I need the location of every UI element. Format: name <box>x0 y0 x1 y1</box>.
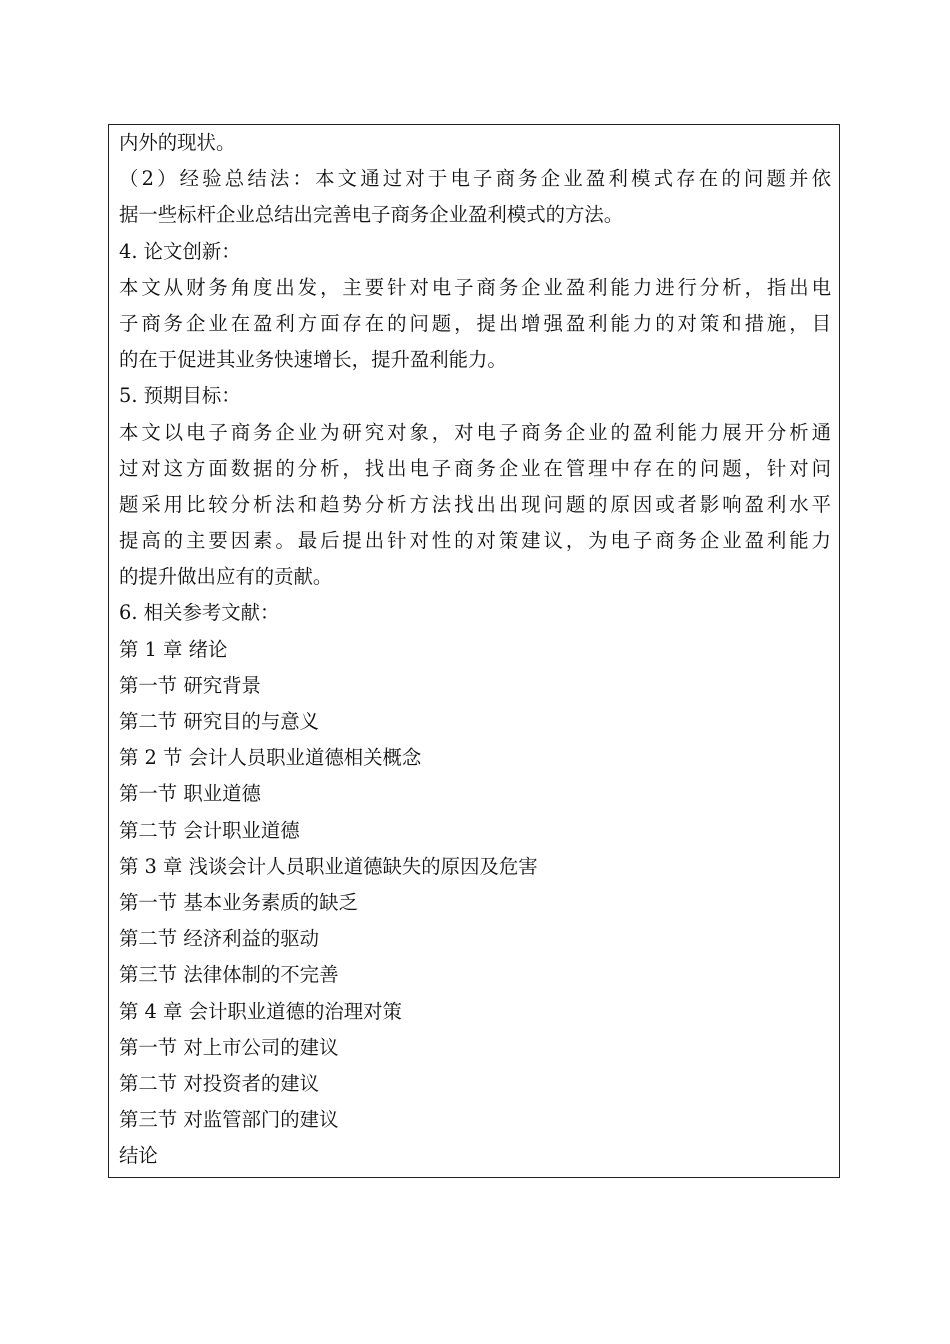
reference-item: 第一节 基本业务素质的缺乏 <box>119 890 358 914</box>
section-heading: 4. 论文创新： <box>119 239 241 263</box>
text-line: 过对这方面数据的分析，找出电子商务企业在管理中存在的问题，针对问 <box>119 456 831 480</box>
reference-item: 第二节 对投资者的建议 <box>119 1071 320 1095</box>
reference-item: 第二节 研究目的与意义 <box>119 710 320 733</box>
reference-item: 第 1 章 绪论 <box>119 637 228 661</box>
reference-item: 第 4 章 会计职业道德的治理对策 <box>119 999 402 1023</box>
section-heading: 6. 相关参考文献： <box>119 601 280 625</box>
text-line: 本文从财务角度出发，主要针对电子商务企业盈利能力进行分析，指出电 <box>119 275 831 299</box>
reference-item: 第二节 经济利益的驱动 <box>119 927 320 951</box>
text-line: 的在于促进其业务快速增长，提升盈利能力。 <box>119 348 507 372</box>
document-content <box>119 125 831 1174</box>
reference-item: 结论 <box>119 1144 158 1168</box>
reference-item: 第一节 对上市公司的建议 <box>119 1035 339 1059</box>
text-line: 的提升做出应有的贡献。 <box>119 565 333 589</box>
reference-item: 第二节 会计职业道德 <box>119 818 300 842</box>
reference-item: 第一节 职业道德 <box>119 782 261 806</box>
text-line: 据一些标杆企业总结出完善电子商务企业盈利模式的方法。 <box>119 203 624 227</box>
text-line: 内外的现状。 <box>119 131 236 154</box>
text-line: 本文以电子商务企业为研究对象，对电子商务企业的盈利能力展开分析通 <box>119 420 831 444</box>
reference-item: 第 3 章 浅谈会计人员职业道德缺失的原因及危害 <box>119 854 538 878</box>
text-line: 子商务企业在盈利方面存在的问题，提出增强盈利能力的对策和措施，目 <box>119 311 831 335</box>
text-line: 题采用比较分析法和趋势分析方法找出出现问题的原因或者影响盈利水平 <box>119 492 831 516</box>
text-line: 提高的主要因素。最后提出针对性的对策建议，为电子商务企业盈利能力 <box>119 529 831 553</box>
reference-item: 第三节 法律体制的不完善 <box>119 963 339 987</box>
reference-item: 第一节 研究背景 <box>119 673 261 697</box>
section-heading: 5. 预期目标： <box>119 384 241 408</box>
document-table-cell <box>108 124 840 1178</box>
text-line: （2）经验总结法：本文通过对于电子商务企业盈利模式存在的问题并依 <box>119 167 831 191</box>
reference-item: 第三节 对监管部门的建议 <box>119 1108 339 1132</box>
reference-item: 第 2 节 会计人员职业道德相关概念 <box>119 746 422 770</box>
